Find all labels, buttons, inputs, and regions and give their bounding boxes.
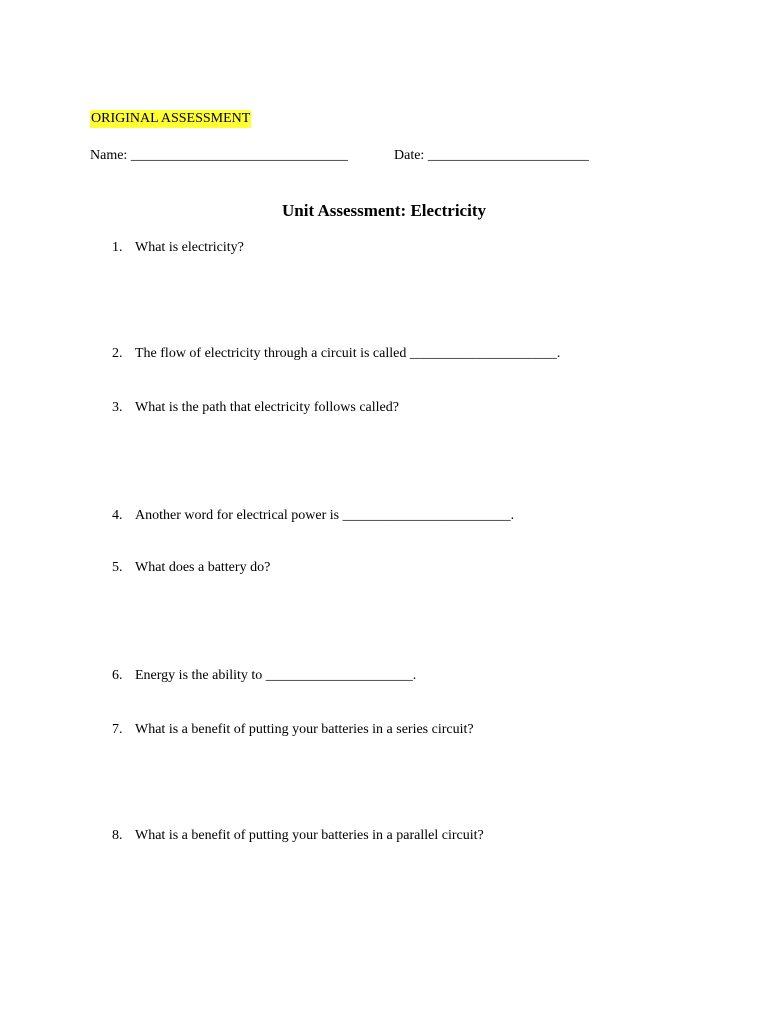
original-assessment-label: ORIGINAL ASSESSMENT (91, 111, 251, 126)
question-number: 5. (112, 560, 123, 575)
question-text: What is electricity? (135, 240, 244, 255)
name-field: Name: _______________________________ (90, 148, 348, 163)
question-text: What is the path that electricity follows called? (135, 400, 399, 415)
question-number: 1. (112, 240, 123, 255)
question-number: 3. (112, 400, 123, 415)
question-text: What is a benefit of putting your batteries in a series circuit? (135, 722, 474, 737)
question-text: The flow of electricity through a circuit is called _____________________. (135, 346, 561, 361)
date-field: Date: _______________________ (394, 148, 589, 163)
question-1 (112, 239, 244, 257)
question-number: 8. (112, 828, 123, 843)
question-text: What does a battery do? (135, 560, 271, 575)
question-number: 4. (112, 508, 123, 523)
question-2 (112, 345, 560, 363)
question-number: 7. (112, 722, 123, 737)
question-3 (112, 399, 399, 417)
question-text: Another word for electrical power is ________________________. (135, 508, 515, 523)
question-number: 6. (112, 668, 123, 683)
question-6 (112, 667, 416, 685)
question-text: Energy is the ability to _____________________. (135, 668, 417, 683)
question-7 (112, 721, 474, 739)
question-8 (112, 827, 484, 845)
question-5 (112, 559, 270, 577)
question-number: 2. (112, 346, 123, 361)
question-4 (112, 507, 514, 525)
question-text: What is a benefit of putting your batteries in a parallel circuit? (135, 828, 484, 843)
page-title: Unit Assessment: Electricity (282, 201, 486, 220)
